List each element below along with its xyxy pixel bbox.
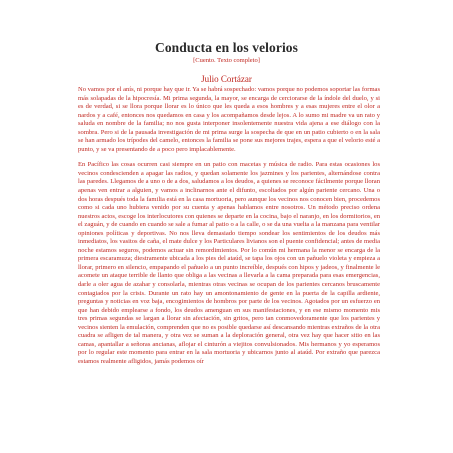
document-title: Conducta en los velorios bbox=[154, 40, 299, 55]
document-header bbox=[0, 40, 453, 85]
document-body bbox=[78, 86, 380, 367]
document-author: Julio Cortázar bbox=[201, 74, 252, 84]
document-subtitle: [Cuento. Texto completo] bbox=[193, 57, 260, 64]
body-paragraph: No vamos por el anís, ni porque hay que ir. Ya se habrá sospechado: vamos porque no podemos soportar las formas más solapadas de la hipocresía. Mi prima segunda, la mayor, se encarga de cerciorarse de la índole del duelo, y si es de verdad, si se llora porque llorar es lo único que les queda a esos hombres y a esas mujeres entre el olor a nardos y a café, entonces nos quedamos en casa y los acompañamos desde lejos. A lo sumo mi madre va un rato y saluda en nombre de la familia; no nos gusta interponer insolentemente nuestra vida ajena a ese diálogo con la sombra. Pero si de la pausada investigación de mi prima surge la sospecha de que en un patio cubierto o en la sala se han armado los trípodes del camelo, entonces la familia se pone sus mejores trajes, espera a que el velorio esté a punto, y se va presentando de a poco pero implacablemente. bbox=[78, 86, 381, 153]
body-paragraph: En Pacífico las cosas ocurren casi siempre en un patio con macetas y música de radio. Para estas ocasiones los vecinos condescienden a apagar las radios, y quedan solamente los jazmines y los parientes, alternándose contra las paredes. Llegamos de a uno o de a dos, saludamos a los deudos, a quienes se reconoce fácilmente porque lloran apenas ven entrar a alguien, y vamos a inclinarnos ante el difunto, escoltados por algún pariente cercano. Una o dos horas después toda la familia está en la casa mortuoria, pero aunque los vecinos nos conocen bien, procedemos como si cada uno hubiera venido por su cuenta y apenas hablamos entre nosotros. Un método preciso ordena nuestros actos, escoge los interlocutores con quienes se departe en la cocina, bajo el naranjo, en los dormitorios, en el zaguán, y de cuando en cuando se sale a fumar al patio o a la calle, o se da una vuelta a la manzana para ventilar opiniones políticas y deportivas. No nos lleva demasiado tiempo sondear los sentimientos de los deudos más inmediatos, los vasitos de caña, el mate dulce y los Particulares livianos son el puente confidencial; antes de media noche estamos seguros, podemos actuar sin remordimientos. Por lo común mi hermana la menor se encarga de la primera escaramuza; diestramente ubicada a los pies del ataúd, se tapa los ojos con un pañuelo violeta y empieza a llorar, primero en silencio, empapando el pañuelo a un punto increíble, después con hipos y jadeos, y finalmente le acomete un ataque terrible de llanto que obliga a las vecinas a llevarla a la cama preparada para esas emergencias, darle a oler agua de azahar y consolarla, mientras otras vecinas se ocupan de los parientes cercanos bruscamente contagiados por la crisis. Durante un rato hay un amontonamiento de gente en la puerta de la capilla ardiente, preguntas y noticias en voz baja, encogimientos de hombros por parte de los vecinos. Agotados por un esfuerzo en que han debido emplearse a fondo, los deudos amenguan en sus manifestaciones, y en ese mismo momento mis tres primas segundas se largan a llorar sin afectación, sin gritos, pero tan conmovedoramente que los parientes y vecinos sienten la emulación, comprenden que no es posible quedarse así descansando mientras extraños de la otra cuadra se afligen de tal manera, y otra vez se suman a la deploración general, otra vez hay que hacer sitio en las camas, apantallar a señoras ancianas, aflojar el cinturón a viejitos convulsionados. Mis hermanos y yo esperamos por lo regular este momento para entrar en la sala mortuoria y ubicarnos junto al ataúd. Por extraño que parezca estamos realmente afligidos, jamás podemos oír bbox=[78, 161, 380, 365]
